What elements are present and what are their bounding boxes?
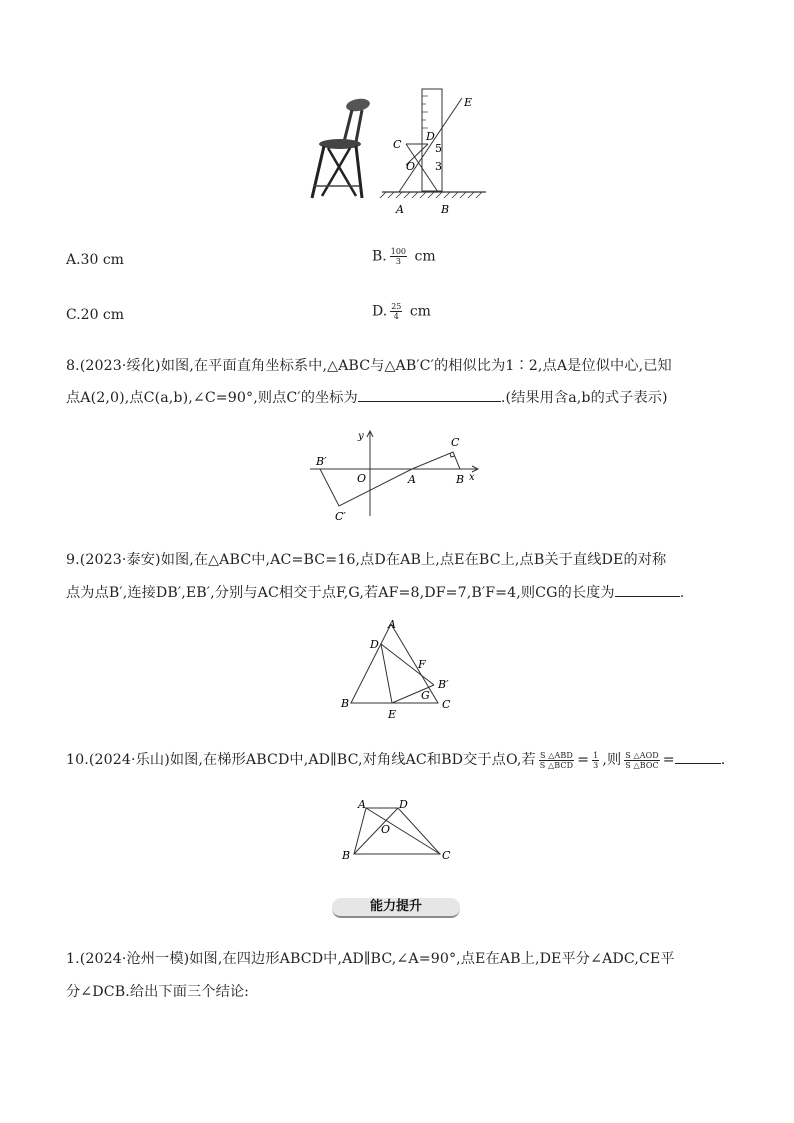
vertex-B: B [341, 697, 350, 710]
label-C: C [393, 138, 402, 151]
point-A: A [408, 473, 416, 486]
option-b: B. $\frac{100}{3}$ cm [372, 247, 436, 266]
point-B-prime: B′ [316, 455, 327, 468]
vertex-D: D [399, 798, 408, 811]
q9-line2: 点为点B′,连接DB′,EB′,分别与AC相交于点F,G,若AF=8,DF=7,B′F=4,则CG的长度为 . [66, 582, 684, 602]
point-B: B [456, 473, 465, 486]
q10-answer-blank [675, 749, 721, 764]
vertex-A: A [388, 618, 396, 631]
p1-line1: 1.(2024·沧州一模)如图,在四边形ABCD中,AD∥BC,∠A=90°,点E在AB上,DE平分∠ADC,CE平 [66, 951, 675, 967]
label-O: O [406, 160, 416, 173]
fraction-s-aod-over-s-boc: $\frac{\text{S △AOD}}{\text{S △BOC}}$ [625, 750, 659, 770]
point-O: O [357, 472, 367, 485]
vertex-B: B [342, 849, 351, 862]
coordinate-figure [310, 428, 485, 528]
vertex-D: D [370, 638, 379, 651]
vertex-C: C [442, 849, 451, 862]
trapezoid-figure [338, 796, 458, 864]
triangle-reflection-figure [336, 615, 462, 723]
axis-x-label: x [469, 472, 475, 483]
vertex-C: C [442, 698, 451, 711]
ground-hatch [380, 192, 486, 198]
q8-line1: 8.(2023·绥化)如图,在平面直角坐标系中,△ABC与△AB′C′的相似比为1∶2,点A是位似中心,已知 [66, 358, 672, 374]
fraction-1-3: $\frac{1}{3}$ [593, 750, 599, 770]
label-B: B [441, 203, 450, 216]
q8-line2: 点A(2,0),点C(a,b),∠C=90°,则点C′的坐标为 .(结果用含a,b的式子表示) [66, 387, 668, 407]
option-d: D. $\frac{25}{4}$ cm [372, 302, 431, 321]
q8-answer-blank [358, 387, 501, 402]
point-B-prime: B′ [438, 678, 449, 691]
label-5: 5 [435, 142, 442, 155]
q10-line: 10.(2024·乐山)如图,在梯形ABCD中,AD∥BC,对角线AC和BD交于点O,若 $\frac{\text{S △ABD}}{\text{S △BCD}}$ = $\frac{1}{3}$ ,则 $\frac{\text{S △AOD}}{\text{S △BOC}}$ = . [66, 750, 726, 770]
label-E: E [464, 96, 473, 109]
p1-line2: 分∠DCB.给出下面三个结论: [66, 984, 250, 1000]
fraction-100-3: $\frac{100}{3}$ [390, 247, 407, 266]
vertex-A: A [358, 798, 366, 811]
point-O: O [381, 823, 391, 836]
point-F: F [418, 658, 426, 671]
option-a: A.30 cm [66, 252, 124, 268]
point-C-prime: C′ [335, 510, 346, 523]
chair-ruler-figure [300, 86, 500, 218]
fraction-s-abd-over-s-bcd: $\frac{\text{S △ABD}}{\text{S △BCD}}$ [539, 750, 574, 770]
label-3: 3 [435, 160, 442, 173]
point-C: C [451, 436, 460, 449]
q9-line1: 9.(2023·泰安)如图,在△ABC中,AC=BC=16,点D在AB上,点E在BC上,点B关于直线DE的对称 [66, 552, 667, 568]
chair-illustration [312, 97, 371, 198]
axis-y-label: y [358, 431, 364, 442]
option-c: C.20 cm [66, 307, 125, 323]
q9-answer-blank [615, 582, 680, 597]
label-A: A [396, 203, 404, 216]
point-E: E [388, 708, 397, 721]
section-banner-ability-improvement: 能力提升 [332, 898, 460, 918]
label-D: D [426, 130, 435, 143]
fraction-25-4: $\frac{25}{4}$ [391, 302, 402, 321]
point-G: G [421, 689, 430, 702]
geometry-lines [399, 98, 462, 192]
